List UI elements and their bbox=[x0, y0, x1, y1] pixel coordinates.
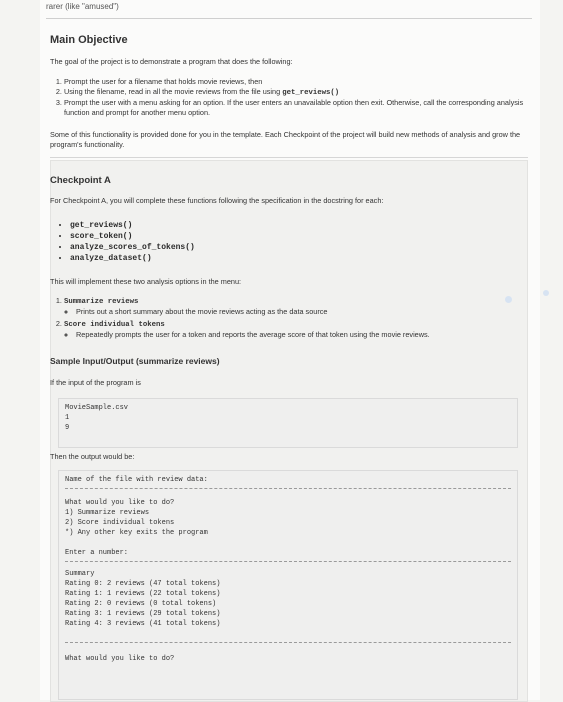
function-item: • analyze_scores_of_tokens() bbox=[70, 242, 195, 253]
output-line: What would you like to do? bbox=[65, 655, 175, 663]
input-intro: If the input of the program is bbox=[50, 378, 141, 387]
option-desc: ◦ Prints out a short summary about the movie reviews acting as the data source bbox=[76, 307, 526, 317]
output-line: What would you like to do? bbox=[65, 499, 175, 507]
output-intro: Then the output would be: bbox=[50, 452, 135, 461]
dashed-divider bbox=[65, 488, 511, 489]
step-1: 1. Prompt the user for a filename that holds movie reviews, then bbox=[64, 77, 526, 87]
output-line: Name of the file with review data: bbox=[65, 476, 208, 484]
option-score-tokens: 2. Score individual tokens ◦ Repeatedly prompts the user for a token and reports the average score of that token using the movie reviews. bbox=[64, 319, 526, 340]
function-list bbox=[60, 220, 195, 264]
objective-steps bbox=[50, 77, 526, 118]
input-line: 9 bbox=[65, 424, 70, 432]
option-summarize: 1. Summarize reviews ◦ Prints out a short summary about the movie reviews acting as the data source bbox=[64, 296, 526, 317]
output-line: Rating 2: 0 reviews (0 total tokens) bbox=[65, 600, 217, 608]
output-code-block bbox=[58, 470, 518, 700]
output-line: Rating 4: 3 reviews (41 total tokens) bbox=[65, 620, 221, 628]
step-3: 3. Prompt the user with a menu asking for an option. If the user enters an unavailable option then exit. Otherwise, call the corresponding analysis function and prompt for another menu option. bbox=[64, 98, 526, 118]
output-line: *) Any other key exits the program bbox=[65, 529, 208, 537]
output-line: Enter a number: bbox=[65, 549, 129, 557]
input-line: 1 bbox=[65, 414, 70, 422]
main-intro: The goal of the project is to demonstrate a program that does the following: bbox=[50, 57, 293, 66]
decorative-dot bbox=[543, 290, 549, 296]
step-2: 2. Using the filename, read in all the movie reviews from the file using get_reviews() bbox=[64, 87, 526, 98]
decorative-dot bbox=[505, 296, 512, 303]
input-code-block bbox=[58, 398, 518, 448]
menu-intro: This will implement these two analysis options in the menu: bbox=[50, 277, 242, 286]
dashed-divider bbox=[65, 561, 511, 562]
function-item: • analyze_dataset() bbox=[70, 253, 195, 264]
option-desc: ◦ Repeatedly prompts the user for a token and reports the average score of that token using the movie reviews. bbox=[76, 330, 526, 340]
sample-heading: Sample Input/Output (summarize reviews) bbox=[50, 356, 220, 366]
dashed-divider bbox=[65, 642, 511, 643]
template-note: Some of this functionality is provided done for you in the template. Each Checkpoint of the project will build new methods of analysis and grow the program's functionality. bbox=[50, 130, 521, 149]
divider bbox=[46, 18, 532, 19]
output-line: 2) Score individual tokens bbox=[65, 519, 175, 527]
document-page bbox=[40, 0, 540, 700]
output-line: Rating 3: 1 reviews (29 total tokens) bbox=[65, 610, 221, 618]
output-line: 1) Summarize reviews bbox=[65, 509, 150, 517]
checkpoint-heading: Checkpoint A bbox=[50, 175, 111, 186]
main-objective-heading: Main Objective bbox=[50, 34, 128, 46]
output-line: Rating 0: 2 reviews (47 total tokens) bbox=[65, 580, 221, 588]
top-text-fragment: rarer (like "amused") bbox=[46, 2, 119, 11]
function-item: • score_token() bbox=[70, 231, 195, 242]
divider bbox=[50, 157, 528, 158]
input-line: MovieSample.csv bbox=[65, 404, 129, 412]
output-line: Summary bbox=[65, 570, 95, 578]
menu-options bbox=[50, 296, 526, 340]
output-line: Rating 1: 1 reviews (22 total tokens) bbox=[65, 590, 221, 598]
checkpoint-intro: For Checkpoint A, you will complete these functions following the specification in the docstring for each: bbox=[50, 196, 384, 205]
function-item: • get_reviews() bbox=[70, 220, 195, 231]
